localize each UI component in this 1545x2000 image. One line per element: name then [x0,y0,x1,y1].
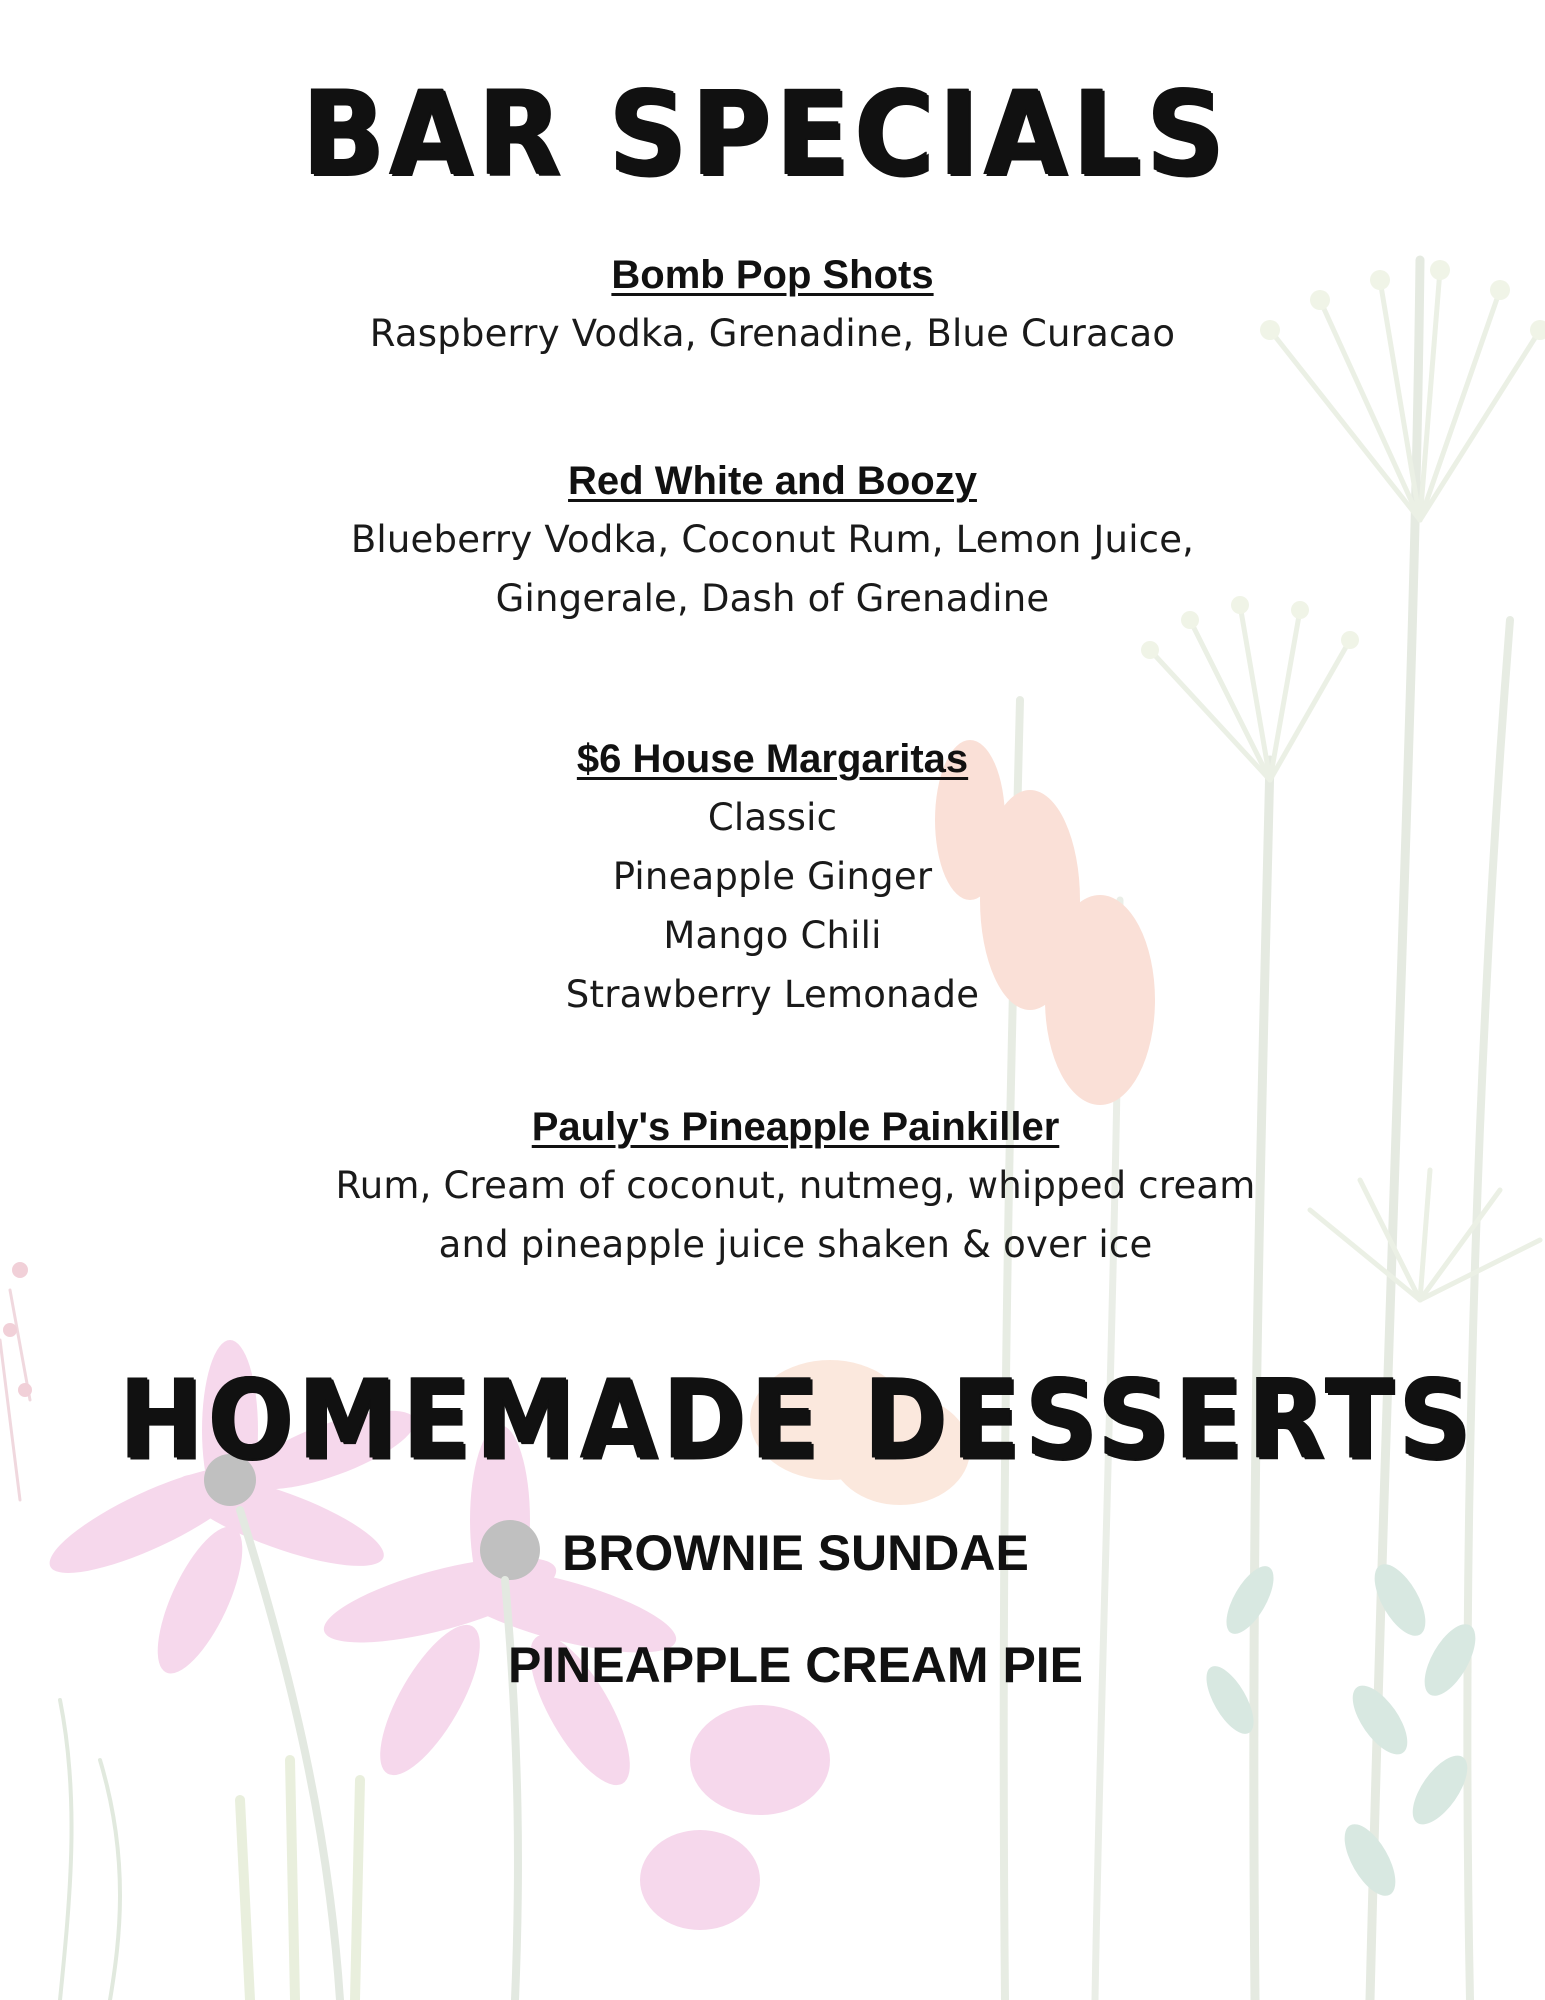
margarita-flavor: Strawberry Lemonade [565,973,980,1016]
margarita-flavor: Pineapple Ginger [612,855,933,898]
dessert-item-brownie-sundae: BROWNIE SUNDAE [562,1525,1029,1581]
bar-special-item-paulys-pineapple-painkiller [23,1098,1545,1274]
item-description-line: and pineapple juice shaken & over ice [438,1223,1153,1266]
bar-special-item-bomb-pop-shots [0,246,1545,363]
margarita-flavor: Classic [707,796,838,839]
item-name: Red White and Boozy [568,459,977,503]
item-name: Bomb Pop Shots [611,253,934,297]
item-name: $6 House Margaritas [576,737,969,781]
homemade-desserts-title: HOMEMADE DESSERTS [119,1355,1476,1484]
bar-specials-title: BAR SPECIALS [301,66,1229,202]
item-description-line: Raspberry Vodka, Grenadine, Blue Curacao [369,312,1176,355]
dessert-item-pineapple-cream-pie: PINEAPPLE CREAM PIE [507,1637,1084,1693]
item-description-line: Gingerale, Dash of Grenadine [495,577,1050,620]
bar-special-item-house-margaritas [0,730,1545,1024]
bar-special-item-red-white-and-boozy [0,452,1545,628]
margarita-flavor: Mango Chili [663,914,882,957]
item-description-line: Blueberry Vodka, Coconut Rum, Lemon Juice, [350,518,1195,561]
item-name: Pauly's Pineapple Painkiller [531,1105,1060,1149]
item-description-line: Rum, Cream of coconut, nutmeg, whipped cream [335,1164,1256,1207]
